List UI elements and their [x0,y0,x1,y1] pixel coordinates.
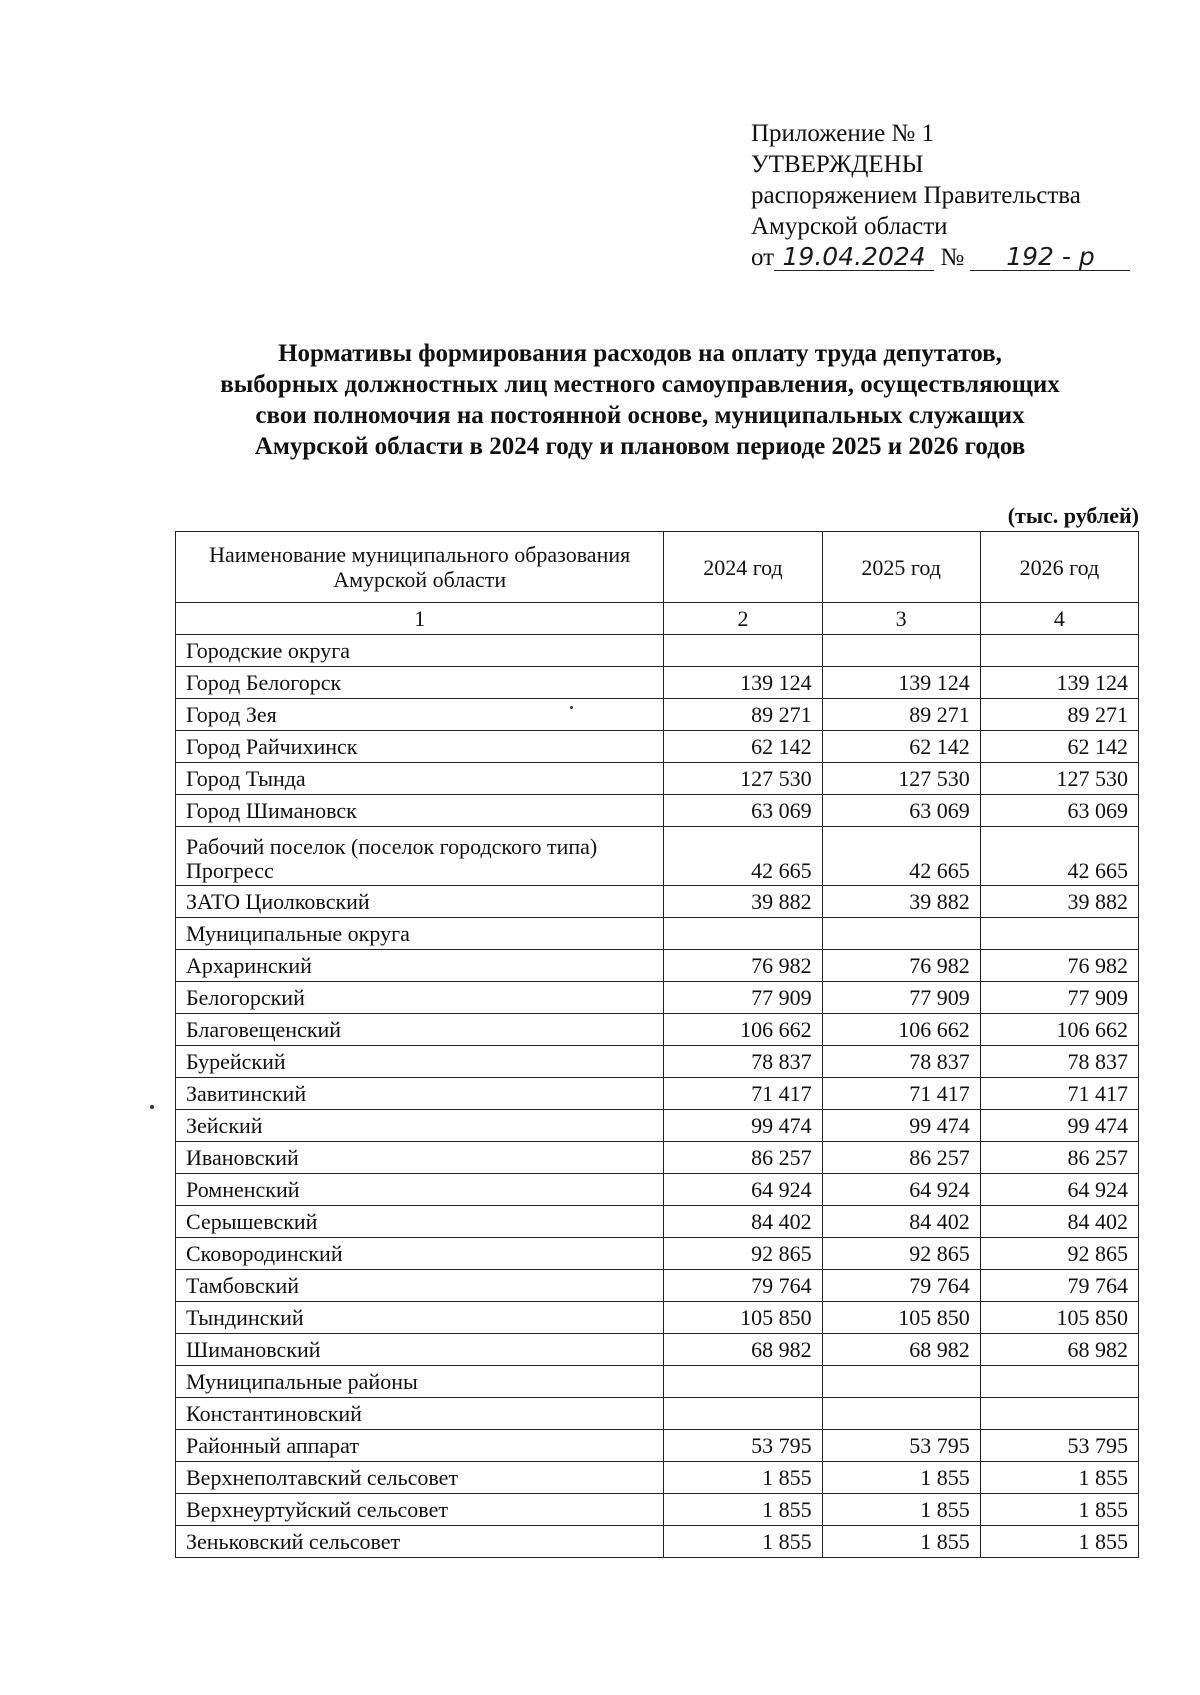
table-row [176,667,1139,699]
approved-label: УТВЕРЖДЕНЫ [751,151,924,178]
column-number: 2 [664,603,822,635]
row-name: ЗАТО Циолковский [176,886,664,918]
value-2025: 78 837 [822,1046,980,1078]
scan-speck [570,706,573,709]
table-row [176,1078,1139,1110]
number-prefix: № [940,244,965,271]
row-name: Серышевский [176,1206,664,1238]
row-name: Белогорский [176,982,664,1014]
table-row [176,1430,1139,1462]
title-line-3: свои полномочия на постоянной основе, муниципальных служащих [255,402,1025,429]
value-2024 [664,1366,822,1398]
table-row [176,635,1139,667]
handwritten-date: 19.04.2024 [774,244,934,271]
value-2025: 39 882 [822,886,980,918]
row-name: Верхнеуртуйский сельсовет [176,1494,664,1526]
value-2025: 86 257 [822,1142,980,1174]
value-2025: 77 909 [822,982,980,1014]
value-2024: 89 271 [664,699,822,731]
table-row [176,1174,1139,1206]
value-2026: 92 865 [980,1238,1138,1270]
date-prefix: от [751,244,775,271]
row-name: Тамбовский [176,1270,664,1302]
approval-block [751,118,1131,273]
row-name: Архаринский [176,950,664,982]
value-2026: 99 474 [980,1110,1138,1142]
value-2024: 92 865 [664,1238,822,1270]
row-name: Муниципальные округа [176,918,664,950]
value-2025: 84 402 [822,1206,980,1238]
row-name: Городские округа [176,635,664,667]
row-name: Ромненский [176,1174,664,1206]
value-2026 [980,1398,1138,1430]
value-2024 [664,1398,822,1430]
value-2026 [980,1366,1138,1398]
header-2025: 2025 год [822,532,980,603]
row-name: Ивановский [176,1142,664,1174]
value-2024: 99 474 [664,1110,822,1142]
value-2026: 84 402 [980,1206,1138,1238]
value-2026: 139 124 [980,667,1138,699]
table-row [176,731,1139,763]
value-2024: 68 982 [664,1334,822,1366]
value-2026 [980,635,1138,667]
header-2024: 2024 год [664,532,822,603]
value-2025 [822,1398,980,1430]
value-2024 [664,635,822,667]
value-2026: 71 417 [980,1078,1138,1110]
value-2024: 106 662 [664,1014,822,1046]
value-2025: 68 982 [822,1334,980,1366]
value-2026: 79 764 [980,1270,1138,1302]
value-2024: 39 882 [664,886,822,918]
row-name: Город Белогорск [176,667,664,699]
value-2026: 68 982 [980,1334,1138,1366]
value-2025: 42 665 [822,827,980,886]
date-number-line [751,242,1131,273]
value-2025 [822,635,980,667]
value-2024: 127 530 [664,763,822,795]
title-line-1: Нормативы формирования расходов на оплату труда депутатов, [278,340,1002,367]
value-2024: 53 795 [664,1430,822,1462]
value-2026: 1 855 [980,1526,1138,1558]
value-2026: 106 662 [980,1014,1138,1046]
row-name: Районный аппарат [176,1430,664,1462]
handwritten-number: 192 - р [970,244,1130,271]
table-row [176,1462,1139,1494]
value-2024: 71 417 [664,1078,822,1110]
title-line-2: выборных должностных лиц местного самоуправления, осуществляющих [220,371,1060,398]
row-name: Завитинский [176,1078,664,1110]
value-2024: 86 257 [664,1142,822,1174]
appendix-label: Приложение № 1 [751,120,935,147]
value-2026: 53 795 [980,1430,1138,1462]
table-row [176,982,1139,1014]
table-row [176,699,1139,731]
value-2026: 89 271 [980,699,1138,731]
value-2024: 1 855 [664,1526,822,1558]
row-name: Город Райчихинск [176,731,664,763]
table-row [176,1366,1139,1398]
row-name: Шимановский [176,1334,664,1366]
value-2025: 64 924 [822,1174,980,1206]
value-2024: 76 982 [664,950,822,982]
value-2024: 105 850 [664,1302,822,1334]
table-row [176,827,1139,886]
table-row [176,918,1139,950]
table-row [176,1302,1139,1334]
row-name: Сковородинский [176,1238,664,1270]
row-name: Муниципальные районы [176,1366,664,1398]
row-name: Город Шимановск [176,795,664,827]
value-2025: 71 417 [822,1078,980,1110]
table-row [176,1238,1139,1270]
table-row [176,1526,1139,1558]
scan-speck [150,1105,154,1109]
table-row [176,1110,1139,1142]
value-2024: 63 069 [664,795,822,827]
value-2025: 63 069 [822,795,980,827]
value-2026: 64 924 [980,1174,1138,1206]
row-name: Тындинский [176,1302,664,1334]
row-name: Город Тында [176,763,664,795]
value-2024: 42 665 [664,827,822,886]
table-body [176,635,1139,1558]
row-name: Константиновский [176,1398,664,1430]
order-label: распоряжением Правительства [751,182,1081,209]
value-2025: 79 764 [822,1270,980,1302]
value-2025: 89 271 [822,699,980,731]
table-row [176,795,1139,827]
row-name: Город Зея [176,699,664,731]
value-2024: 1 855 [664,1462,822,1494]
value-2025: 1 855 [822,1526,980,1558]
row-name: Зеньковский сельсовет [176,1526,664,1558]
norms-table [175,531,1139,1558]
units-label: (тыс. рублей) [1007,503,1139,528]
column-number: 3 [822,603,980,635]
value-2026: 63 069 [980,795,1138,827]
table-row [176,1206,1139,1238]
value-2025 [822,918,980,950]
value-2024: 84 402 [664,1206,822,1238]
value-2024: 78 837 [664,1046,822,1078]
row-name: Зейский [176,1110,664,1142]
value-2024: 62 142 [664,731,822,763]
table-row [176,1334,1139,1366]
value-2026 [980,918,1138,950]
value-2026: 127 530 [980,763,1138,795]
value-2025: 1 855 [822,1462,980,1494]
value-2025: 139 124 [822,667,980,699]
document-title [150,338,1130,462]
value-2026: 76 982 [980,950,1138,982]
value-2026: 42 665 [980,827,1138,886]
table-row [176,1046,1139,1078]
value-2026: 105 850 [980,1302,1138,1334]
title-line-4: Амурской области в 2024 году и плановом периоде 2025 и 2026 годов [254,433,1026,460]
table-row [176,1494,1139,1526]
table-row [176,1270,1139,1302]
value-2024: 64 924 [664,1174,822,1206]
value-2025: 92 865 [822,1238,980,1270]
row-name: Рабочий поселок (поселок городского типа) Прогресс [176,827,664,886]
value-2024 [664,918,822,950]
value-2025: 76 982 [822,950,980,982]
table-header-row [176,532,1139,603]
row-name: Благовещенский [176,1014,664,1046]
value-2026: 1 855 [980,1462,1138,1494]
column-number: 4 [980,603,1138,635]
value-2026: 62 142 [980,731,1138,763]
value-2024: 1 855 [664,1494,822,1526]
row-name: Бурейский [176,1046,664,1078]
column-number-row [176,603,1139,635]
value-2026: 78 837 [980,1046,1138,1078]
value-2025: 99 474 [822,1110,980,1142]
row-name: Верхнеполтавский сельсовет [176,1462,664,1494]
region-label: Амурской области [751,213,948,240]
value-2026: 86 257 [980,1142,1138,1174]
column-number: 1 [176,603,664,635]
value-2025: 105 850 [822,1302,980,1334]
table-row [176,950,1139,982]
value-2026: 77 909 [980,982,1138,1014]
table-row [176,1398,1139,1430]
value-2024: 79 764 [664,1270,822,1302]
value-2025: 106 662 [822,1014,980,1046]
value-2024: 77 909 [664,982,822,1014]
value-2026: 1 855 [980,1494,1138,1526]
value-2025: 62 142 [822,731,980,763]
value-2025 [822,1366,980,1398]
value-2025: 127 530 [822,763,980,795]
value-2026: 39 882 [980,886,1138,918]
table-row [176,886,1139,918]
header-name: Наименование муниципального образования Амурской области [176,532,664,603]
header-2026: 2026 год [980,532,1138,603]
table-row [176,1142,1139,1174]
table-row [176,1014,1139,1046]
value-2025: 1 855 [822,1494,980,1526]
value-2024: 139 124 [664,667,822,699]
value-2025: 53 795 [822,1430,980,1462]
table-row [176,763,1139,795]
